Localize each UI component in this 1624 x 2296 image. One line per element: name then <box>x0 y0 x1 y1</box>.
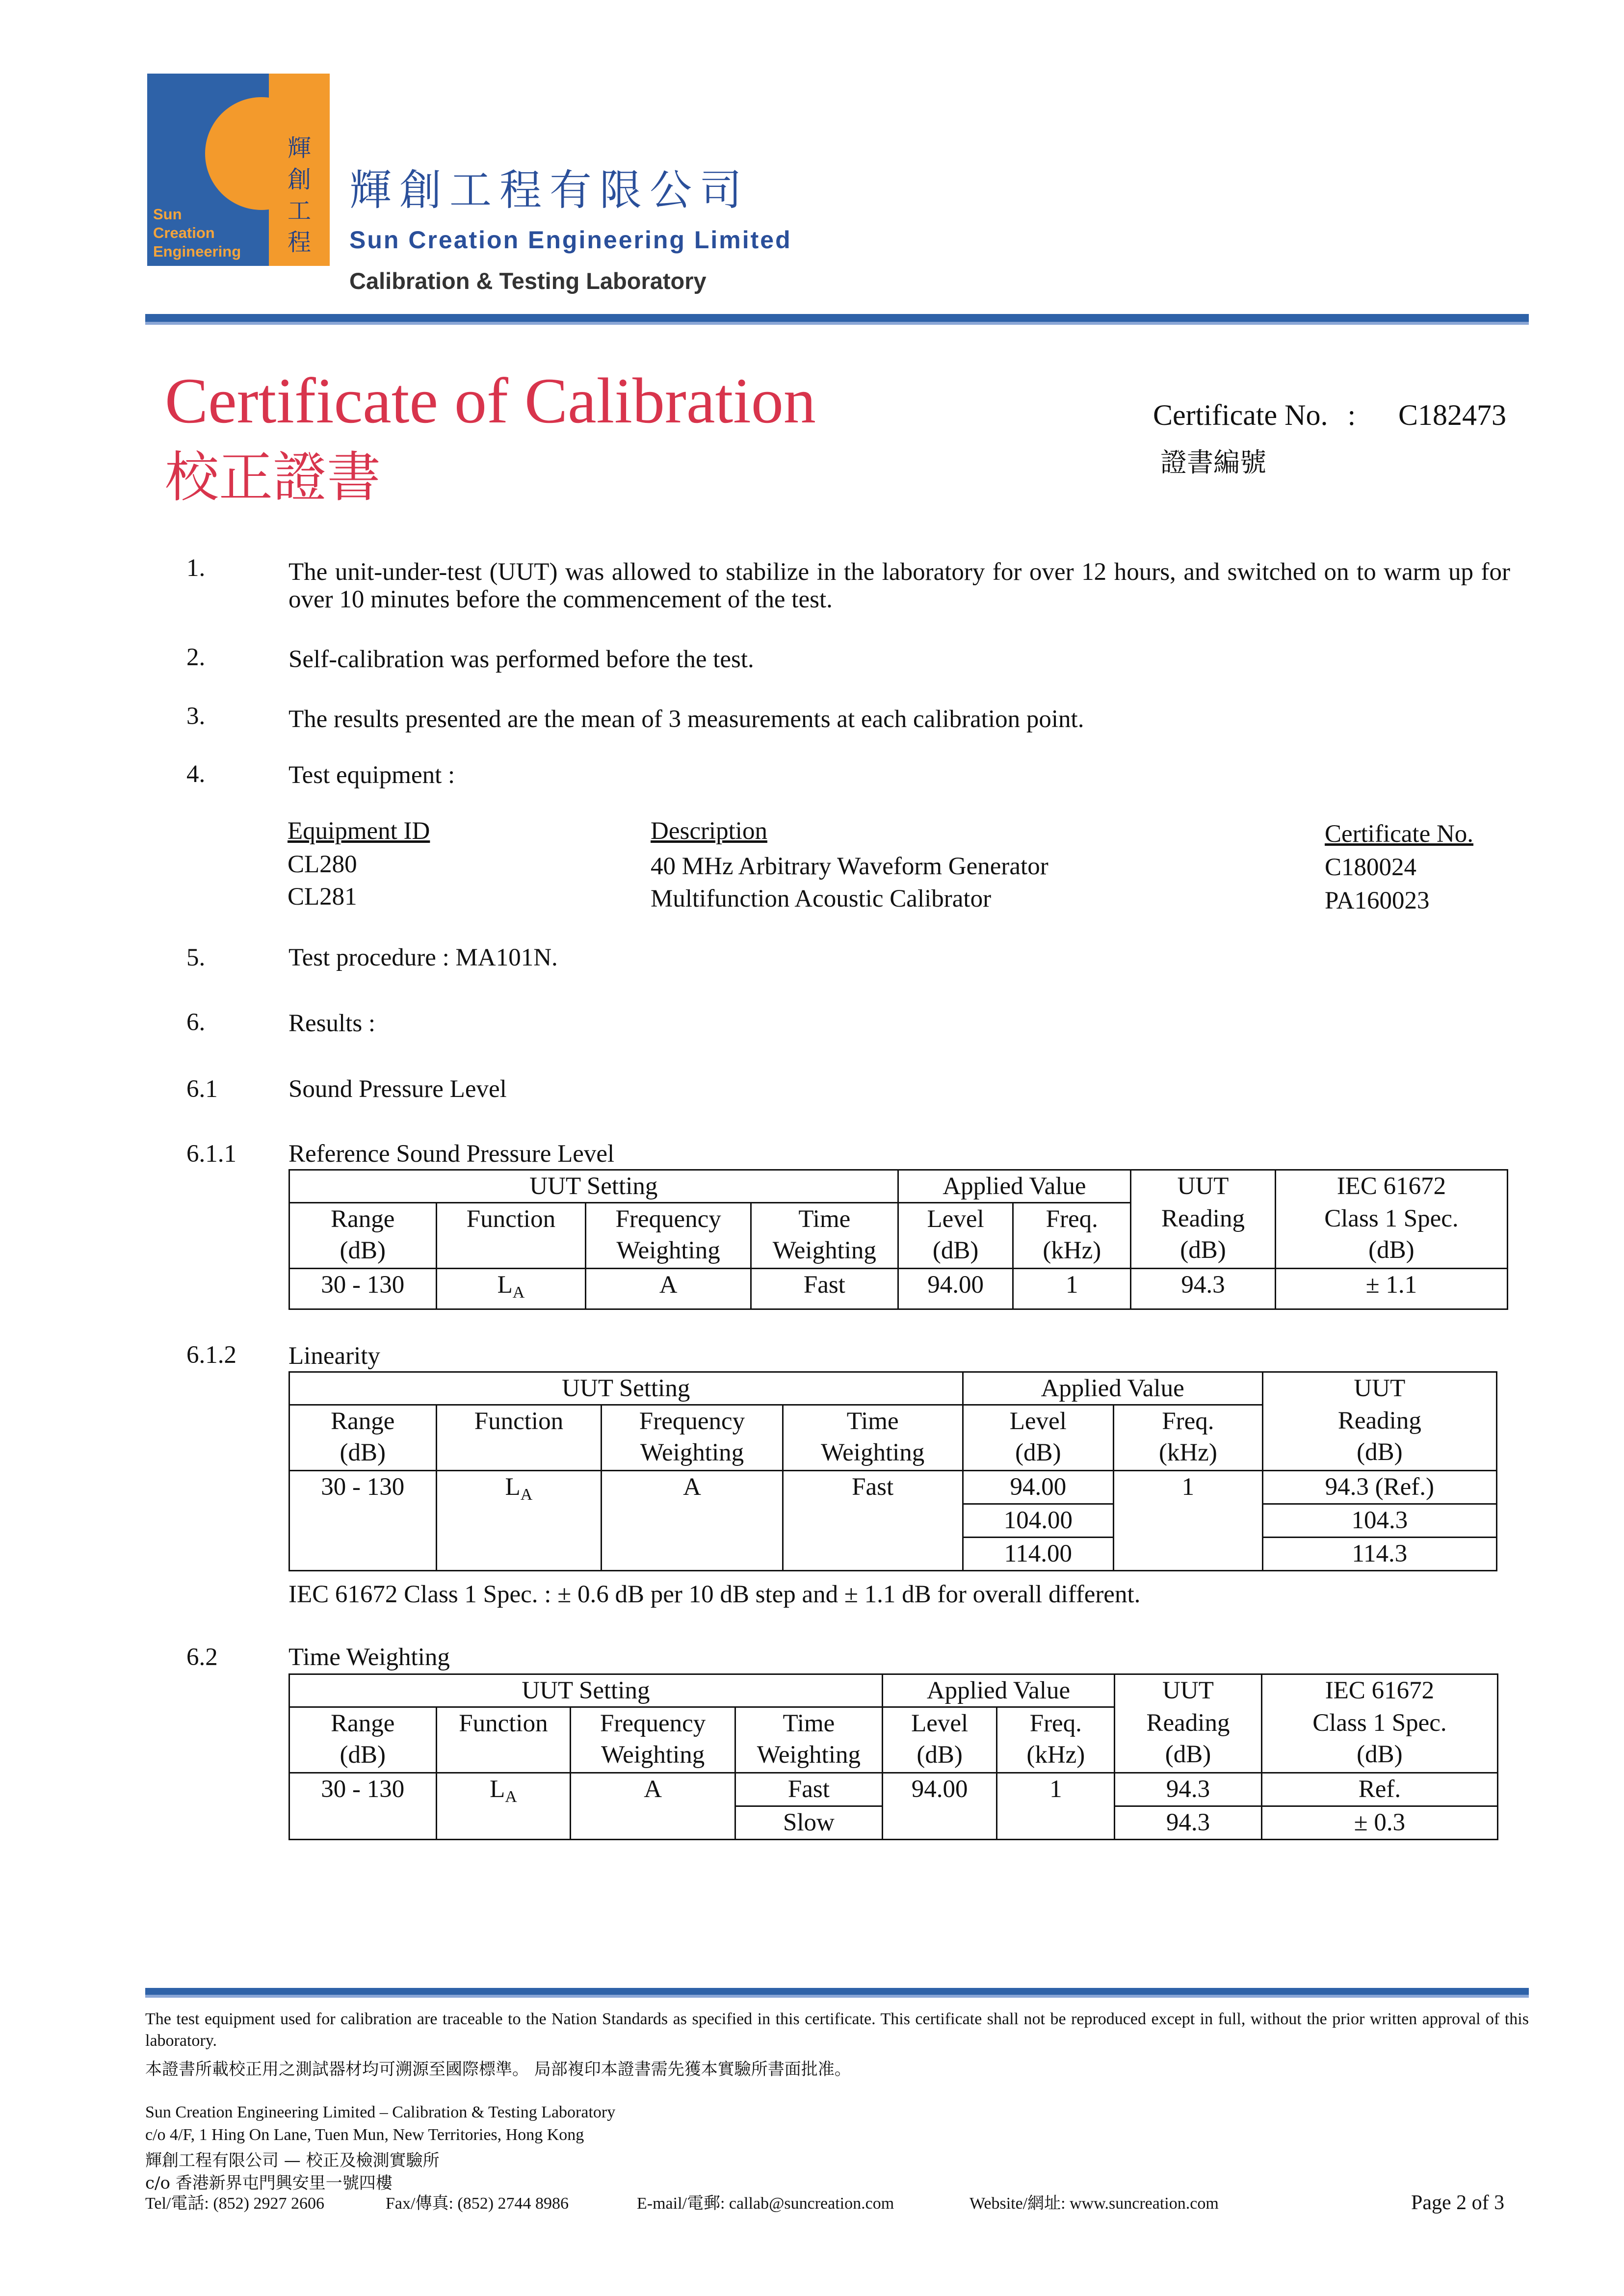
range-header: Range (dB) <box>289 1405 437 1471</box>
uut-reading-header: UUT <box>1131 1170 1276 1203</box>
section-number: 6.1.1 <box>186 1140 236 1168</box>
freq-header: Freq. (kHz) <box>1114 1405 1263 1471</box>
frequency-weighting-header: Frequency Weighting <box>602 1405 783 1471</box>
level-cell: 94.00 <box>963 1471 1114 1504</box>
section-title: Linearity <box>288 1342 380 1370</box>
address-line-chinese: 輝創工程有限公司 — 校正及檢測實驗所 <box>145 2151 440 2170</box>
item-text: Test procedure : MA101N. <box>288 944 558 971</box>
range-cell: 30 - 130 <box>289 1773 437 1840</box>
header-divider <box>145 314 1529 325</box>
linearity-spec-note: IEC 61672 Class 1 Spec. : ± 0.6 dB per 10 dB step and ± 1.1 dB for overall different. <box>288 1581 1141 1608</box>
range-header: Range (dB) <box>289 1707 437 1773</box>
item-text: The results presented are the mean of 3 measurements at each calibration point. <box>288 705 1084 733</box>
equipment-id: CL281 <box>288 883 357 911</box>
equipment-description-header: Description <box>651 817 767 845</box>
reading-cell: 94.3 (Ref.) <box>1262 1471 1496 1504</box>
function-cell: $L_A$ <box>436 1269 586 1309</box>
telephone: Tel/電話: (852) 2927 2606 <box>145 2194 324 2213</box>
linearity-table <box>288 1371 1497 1571</box>
applied-value-header: Applied Value <box>963 1372 1262 1405</box>
section-number: 6.1 <box>186 1075 218 1103</box>
range-cell: 30 - 130 <box>289 1269 437 1309</box>
traceability-disclaimer: The test equipment used for calibration are traceable to the Nation Standards as specified in this certificate. This certificate shall not be reproduced except in full, without the prior written approval of this laboratory. <box>145 2010 1529 2050</box>
fax: Fax/傳真: (852) 2744 8986 <box>386 2194 569 2213</box>
item-number: 5. <box>186 944 206 971</box>
certificate-title-chinese: 校正證書 <box>165 446 381 509</box>
uut-setting-header: UUT Setting <box>289 1674 883 1707</box>
time-weighting-cell: Slow <box>735 1806 883 1840</box>
function-cell: $L_A$ <box>436 1773 571 1840</box>
equipment-certificate: C180024 <box>1325 854 1417 881</box>
page-number: Page 2 of 3 <box>1411 2192 1505 2214</box>
spec-cell: ± 1.1 <box>1275 1269 1507 1309</box>
level-header: Level (dB) <box>963 1405 1114 1471</box>
certificate-number-label-chinese: 證書編號 <box>1160 447 1266 478</box>
section-number: 6.2 <box>186 1644 218 1671</box>
iec-spec-header-cont: Class 1 Spec. (dB) <box>1261 1707 1497 1773</box>
function-header: Function <box>436 1405 602 1471</box>
certificate-number-value: C182473 <box>1398 399 1507 431</box>
equipment-id: CL280 <box>288 851 357 878</box>
item-text: Results : <box>288 1010 376 1037</box>
table-row <box>289 1773 1498 1806</box>
section-title: Reference Sound Pressure Level <box>288 1140 615 1168</box>
company-name-english: Sun Creation Engineering Limited <box>349 226 792 254</box>
reference-spl-table <box>288 1169 1508 1310</box>
reading-cell: 94.3 <box>1115 1773 1262 1806</box>
traceability-disclaimer-chinese: 本證書所載校正用之測試器材均可溯源至國際標準。 局部複印本證書需先獲本實驗所書面批准。 <box>145 2060 851 2079</box>
frequency-weighting-cell: A <box>586 1269 751 1309</box>
item-number: 2. <box>186 644 206 671</box>
item-number: 6. <box>186 1009 206 1036</box>
address-line-chinese: c/o 香港新界屯門興安里一號四樓 <box>145 2173 393 2193</box>
uut-reading-header: UUT <box>1115 1674 1262 1707</box>
reading-cell: 94.3 <box>1115 1806 1262 1840</box>
certificate-title: Certificate of Calibration <box>165 365 816 437</box>
section-title: Sound Pressure Level <box>288 1075 507 1103</box>
equipment-description: Multifunction Acoustic Calibrator <box>651 885 992 913</box>
item-number: 4. <box>186 760 206 788</box>
section-title: Time Weighting <box>288 1644 450 1671</box>
iec-spec-header-cont: Class 1 Spec. (dB) <box>1275 1203 1507 1269</box>
freq-cell: 1 <box>1114 1471 1263 1571</box>
level-header: Level (dB) <box>898 1203 1013 1269</box>
uut-reading-header-cont: Reading (dB) <box>1131 1203 1276 1269</box>
frequency-weighting-header: Frequency Weighting <box>586 1203 751 1269</box>
level-header: Level (dB) <box>882 1707 997 1773</box>
uut-setting-header: UUT Setting <box>289 1170 898 1203</box>
function-cell: $L_A$ <box>436 1471 602 1571</box>
frequency-weighting-cell: A <box>571 1773 735 1840</box>
uut-reading-header-cont: Reading (dB) <box>1262 1405 1496 1471</box>
range-cell: 30 - 130 <box>289 1471 437 1571</box>
time-weighting-header: Time Weighting <box>783 1405 963 1471</box>
spec-cell: ± 0.3 <box>1261 1806 1497 1840</box>
range-header: Range (dB) <box>289 1203 437 1269</box>
reading-cell: 114.3 <box>1262 1538 1496 1571</box>
applied-value-header: Applied Value <box>898 1170 1130 1203</box>
section-number: 6.1.2 <box>186 1341 236 1369</box>
time-weighting-header: Time Weighting <box>735 1707 883 1773</box>
table-row <box>289 1471 1497 1504</box>
uut-reading-header: UUT <box>1262 1372 1496 1405</box>
logo-vertical-chinese: 輝 創 工 程 <box>287 134 311 256</box>
level-cell: 94.00 <box>898 1269 1013 1309</box>
table-row <box>289 1269 1508 1309</box>
equipment-id-header: Equipment ID <box>288 817 430 845</box>
company-logo <box>147 74 330 266</box>
iec-spec-header: IEC 61672 <box>1261 1674 1497 1707</box>
address-line: Sun Creation Engineering Limited – Calibration & Testing Laboratory <box>145 2103 616 2121</box>
time-weighting-table <box>288 1673 1498 1840</box>
item-number: 1. <box>186 554 206 582</box>
frequency-weighting-cell: A <box>602 1471 783 1571</box>
freq-header: Freq. (kHz) <box>1013 1203 1131 1269</box>
level-cell: 94.00 <box>882 1773 997 1840</box>
address-line: c/o 4/F, 1 Hing On Lane, Tuen Mun, New Territories, Hong Kong <box>145 2126 584 2144</box>
item-text: Self-calibration was performed before the test. <box>288 646 754 673</box>
item-text: Test equipment : <box>288 761 455 789</box>
uut-setting-header: UUT Setting <box>289 1372 963 1405</box>
footer-divider <box>145 1988 1529 1998</box>
certificate-number: Certificate No. : C182473 <box>1153 399 1507 431</box>
logo-text: Sun Creation Engineering <box>153 206 241 260</box>
spec-cell: Ref. <box>1261 1773 1497 1806</box>
uut-reading-header-cont: Reading (dB) <box>1115 1707 1262 1773</box>
equipment-certificate-header: Certificate No. <box>1325 820 1474 848</box>
email: E-mail/電郵: callab@suncreation.com <box>637 2194 894 2213</box>
time-weighting-cell: Fast <box>783 1471 963 1571</box>
level-cell: 114.00 <box>963 1538 1114 1571</box>
laboratory-name: Calibration & Testing Laboratory <box>349 268 707 294</box>
time-weighting-cell: Fast <box>735 1773 883 1806</box>
frequency-weighting-header: Frequency Weighting <box>571 1707 735 1773</box>
function-header: Function <box>436 1203 586 1269</box>
freq-cell: 1 <box>997 1773 1115 1840</box>
iec-spec-header: IEC 61672 <box>1275 1170 1507 1203</box>
time-weighting-cell: Fast <box>751 1269 898 1309</box>
equipment-description: 40 MHz Arbitrary Waveform Generator <box>651 853 1048 880</box>
freq-cell: 1 <box>1013 1269 1131 1309</box>
company-name-chinese: 輝創工程有限公司 <box>349 166 750 215</box>
equipment-certificate: PA160023 <box>1325 887 1430 914</box>
item-text: The unit-under-test (UUT) was allowed to stabilize in the laboratory for over 12 hours, and switched on to warm up for over 10 minutes before the commencement of the test. <box>288 558 1510 613</box>
function-header: Function <box>436 1707 571 1773</box>
freq-header: Freq. (kHz) <box>997 1707 1115 1773</box>
level-cell: 104.00 <box>963 1504 1114 1538</box>
website: Website/網址: www.suncreation.com <box>969 2194 1219 2213</box>
item-number: 3. <box>186 703 206 730</box>
reading-cell: 104.3 <box>1262 1504 1496 1538</box>
applied-value-header: Applied Value <box>882 1674 1114 1707</box>
time-weighting-header: Time Weighting <box>751 1203 898 1269</box>
reading-cell: 94.3 <box>1131 1269 1276 1309</box>
